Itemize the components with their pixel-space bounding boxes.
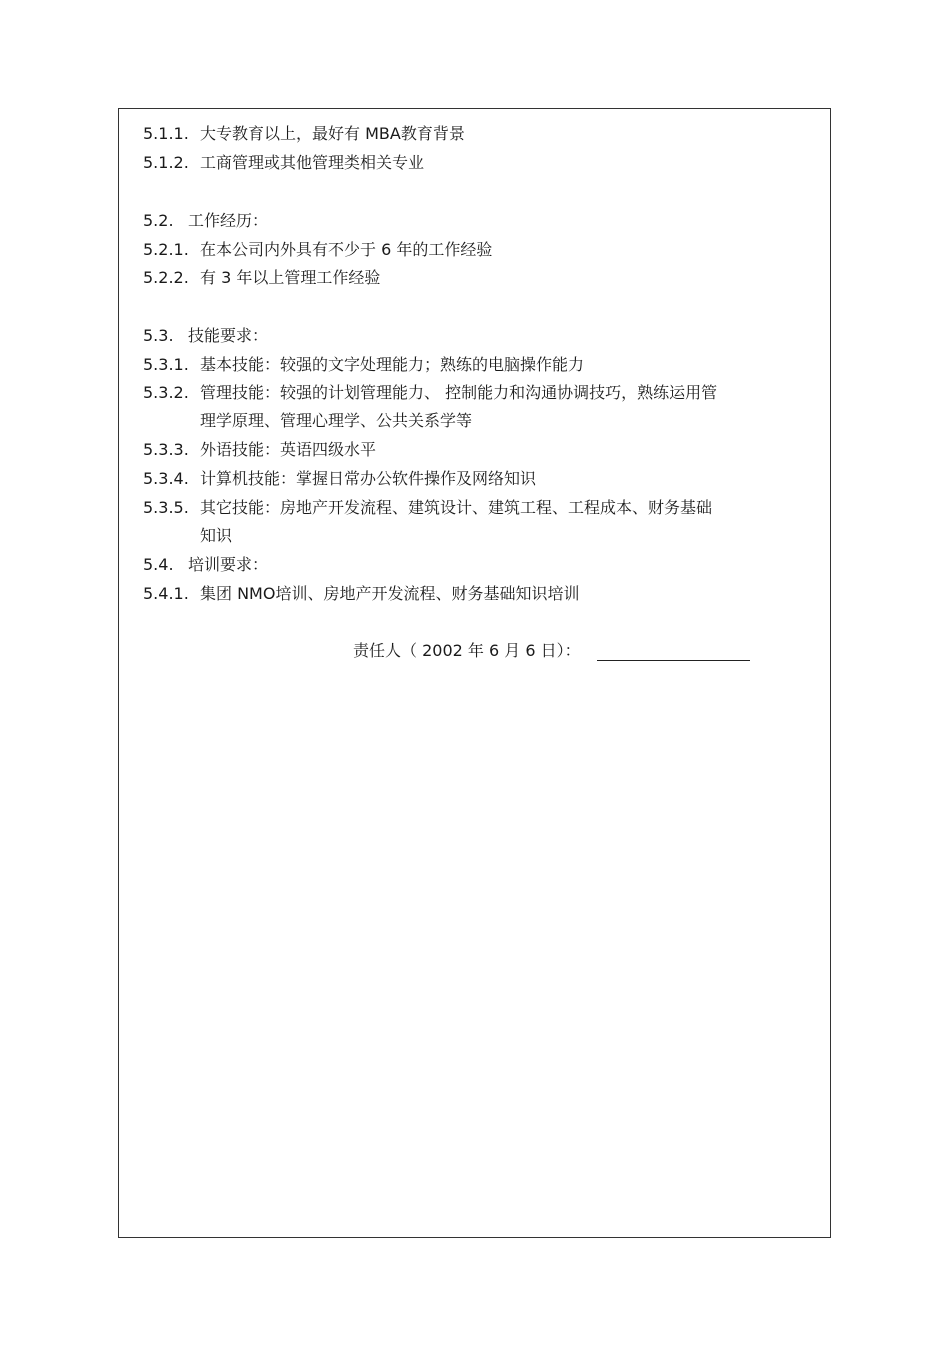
- item-number: 5.3.5.: [143, 498, 189, 517]
- item-text: 外语技能：英语四级水平: [200, 440, 377, 459]
- item-number: 5.1.1.: [143, 124, 189, 143]
- item-5-3-2-continuation: 理学原理、管理心理学、公共关系学等: [200, 411, 473, 430]
- item-number: 5.3.1.: [143, 355, 189, 374]
- section-title: 工作经历：: [188, 211, 269, 230]
- item-5-2-2: [143, 268, 380, 288]
- section-number: 5.3.: [143, 326, 174, 345]
- item-5-3-5-continuation: 知识: [200, 526, 233, 545]
- item-number: 5.3.4.: [143, 469, 189, 488]
- item-text: 大专教育以上，最好有 MBA教育背景: [200, 124, 465, 143]
- item-text: 在本公司内外具有不少于 6 年的工作经验: [200, 240, 493, 259]
- item-text: 集团 NMO培训、房地产开发流程、财务基础知识培训: [200, 584, 580, 603]
- item-5-3-3: [143, 440, 376, 460]
- item-number: 5.3.2.: [143, 383, 189, 402]
- item-5-3-2: [143, 383, 717, 403]
- section-number: 5.2.: [143, 211, 174, 230]
- item-number: 5.3.3.: [143, 440, 189, 459]
- item-text: 有 3 年以上管理工作经验: [200, 268, 381, 287]
- item-number: 5.1.2.: [143, 153, 189, 172]
- item-number: 5.4.1.: [143, 584, 189, 603]
- item-5-3-4: [143, 469, 536, 489]
- section-5-3: [143, 326, 268, 346]
- item-5-4-1: [143, 584, 579, 604]
- section-5-4: [143, 555, 268, 575]
- section-title: 培训要求：: [188, 555, 269, 574]
- section-number: 5.4.: [143, 555, 174, 574]
- signature-line: [597, 660, 750, 661]
- item-text: 计算机技能：掌握日常办公软件操作及网络知识: [200, 469, 537, 488]
- section-5-2: [143, 211, 268, 231]
- item-text: 其它技能：房地产开发流程、建筑设计、建筑工程、工程成本、财务基础: [200, 498, 713, 517]
- item-number: 5.2.1.: [143, 240, 189, 259]
- item-5-2-1: [143, 240, 492, 260]
- section-title: 技能要求：: [188, 326, 269, 345]
- item-5-3-5: [143, 498, 712, 518]
- item-text: 基本技能：较强的文字处理能力；熟练的电脑操作能力: [200, 355, 585, 374]
- item-text: 管理技能：较强的计划管理能力、 控制能力和沟通协调技巧，熟练运用管: [200, 383, 718, 402]
- item-5-3-1: [143, 355, 584, 375]
- item-number: 5.2.2.: [143, 268, 189, 287]
- item-5-1-1: [143, 124, 465, 144]
- item-5-1-2: [143, 153, 424, 173]
- item-text: 工商管理或其他管理类相关专业: [200, 153, 425, 172]
- responsible-person-label: 责任人（ 2002 年 6 月 6 日）：: [353, 641, 581, 660]
